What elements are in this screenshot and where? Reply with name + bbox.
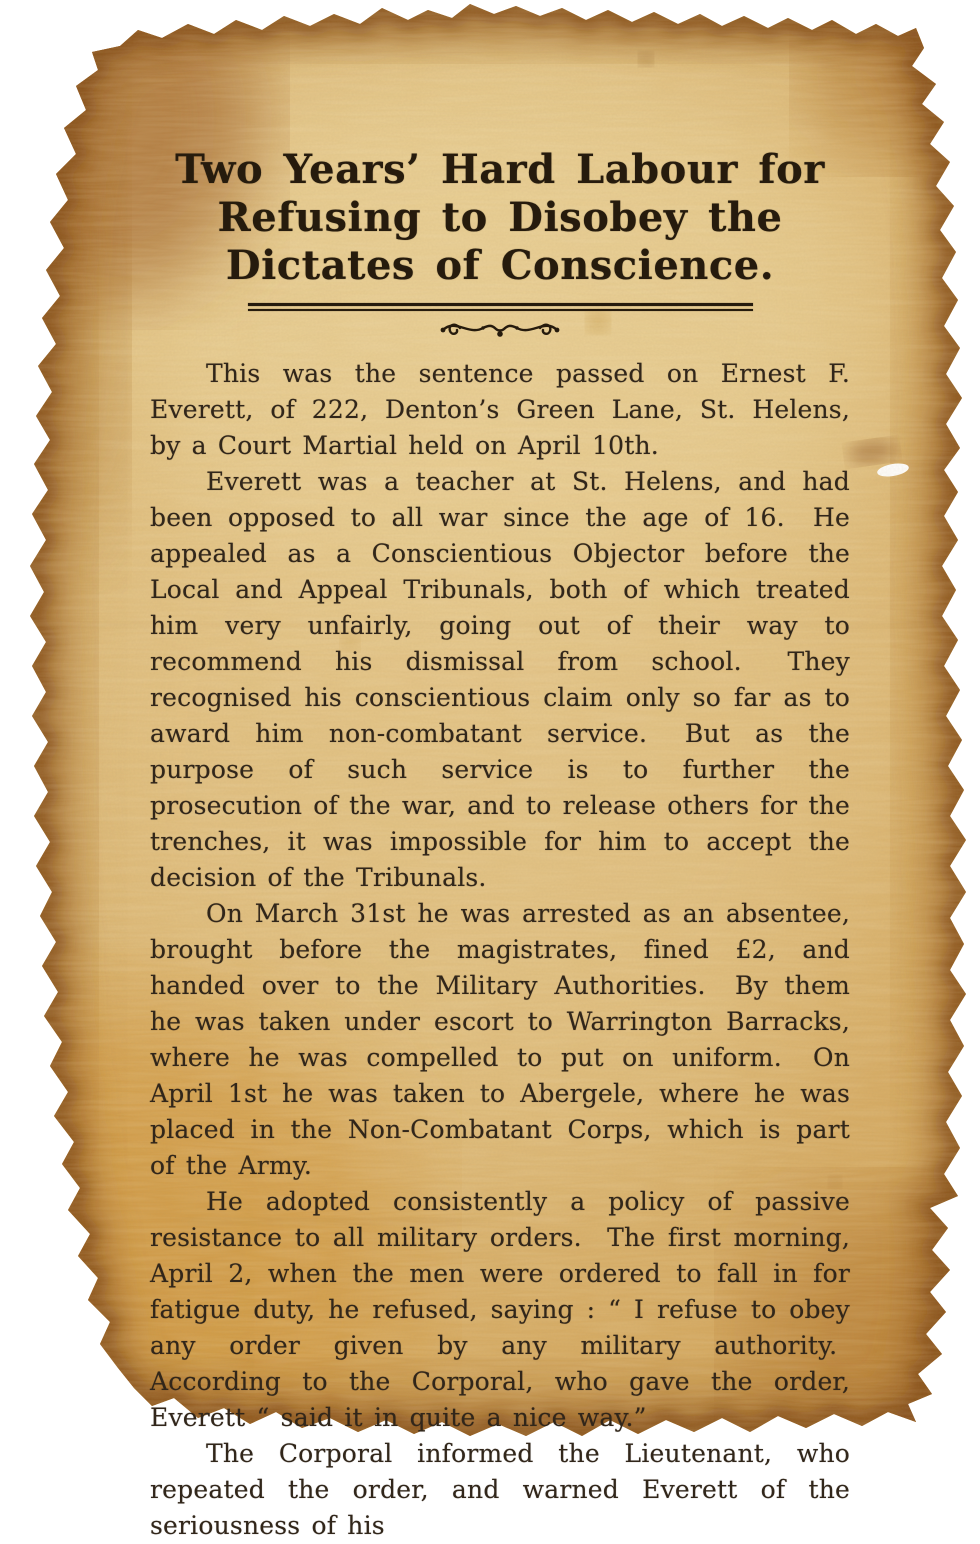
paragraph: On March 31st he was arrested as an absentee, brought before the magistrates, fined £2, and handed over to the Military Authorities. By them he was taken under escort to Warrington Barracks, where he was compelled to put on uniform. On April 1st he was taken to Abergele, where he was placed in the Non-Combatant Corps, which is part of the Army.	[150, 899, 850, 1180]
title-line: Refusing to Disobey the	[217, 194, 783, 241]
body-text	[150, 356, 850, 1544]
paragraph: Everett was a teacher at St. Helens, and had been opposed to all war since the age of 16. He appealed as a Conscientious Objector before the Local and Appeal Tribunals, both of which treated him very unfairly, going out of their way to recommend his dismissal from school. They recognised his conscientious claim only so far as to award him non-combatant service. But as the purpose of such service is to further the prosecution of the war, and to release others for the trenches, it was impossible for him to accept the decision of the Tribunals.	[150, 467, 850, 892]
leaflet-content	[150, 0, 850, 1544]
title-line: Dictates of Conscience.	[225, 242, 775, 289]
page-title	[150, 146, 850, 290]
divider-rule-thick	[248, 303, 753, 306]
title-line: Two Years’ Hard Labour for	[175, 146, 825, 193]
paragraph: The Corporal informed the Lieutenant, who repeated the order, and warned Everett of the seriousness of his	[150, 1439, 850, 1540]
scroll-flourish-icon	[434, 315, 566, 343]
divider-rule-thin	[248, 309, 753, 311]
paragraph: He adopted consistently a policy of passive resistance to all military orders. The first morning, April 2, when the men were ordered to fall in for fatigue duty, he refused, saying : “ I refuse to obey any order given by any military authority. According to the Corporal, who gave the order, Everett “ said it in quite a nice way.”	[150, 1187, 850, 1432]
paragraph: This was the sentence passed on Ernest F. Everett, of 222, Denton’s Green Lane, St. Helens, by a Court Martial held on April 10th.	[150, 359, 850, 460]
title-divider	[248, 303, 753, 311]
